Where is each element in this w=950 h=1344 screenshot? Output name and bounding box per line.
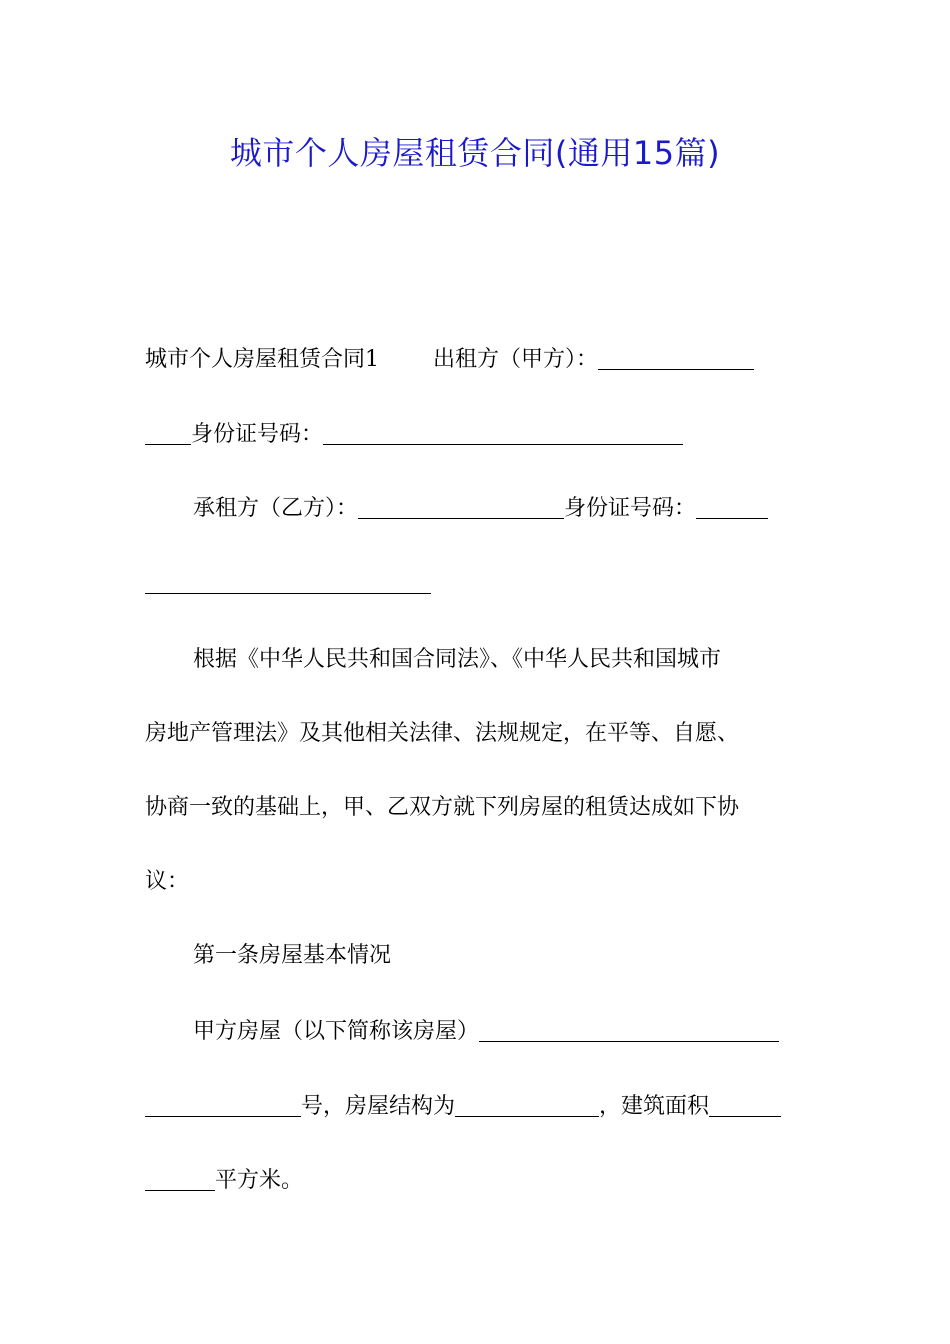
lessee-id-label: 身份证号码： xyxy=(564,496,697,521)
section-heading: 第一条房屋基本情况 xyxy=(193,943,392,968)
house-structure-blank xyxy=(455,1090,599,1117)
lessor-id-line xyxy=(145,415,810,455)
paragraph-line: 协商一致的基础上，甲、乙双方就下列房屋的租赁达成如下协 xyxy=(145,795,740,820)
paragraph-line: 根据《中华人民共和国合同法》、《中华人民共和国城市 xyxy=(193,647,722,672)
building-area-label: ，建筑面积 xyxy=(599,1094,710,1119)
lessee-id-blank-cont xyxy=(145,567,431,594)
house-location-label: 甲方房屋（以下简称该房屋） xyxy=(193,1019,480,1044)
area-unit-label: 平方米。 xyxy=(215,1168,304,1193)
house-number-blank xyxy=(145,1090,301,1117)
paragraph-line: 房地产管理法》及其他相关法律、法规规定，在平等、自愿、 xyxy=(145,721,740,746)
party-a-line xyxy=(145,340,810,380)
house-location-line xyxy=(145,1012,810,1052)
lessee-id-blank xyxy=(696,492,768,519)
contract-heading: 城市个人房屋租赁合同1 xyxy=(145,347,379,372)
lessee-name-blank xyxy=(358,492,564,519)
paragraph-line: 议： xyxy=(145,869,190,894)
house-structure-label: 号，房屋结构为 xyxy=(301,1094,456,1119)
lessee-line xyxy=(145,489,810,529)
area-unit-line xyxy=(145,1161,810,1201)
document-title: 城市个人房屋租赁合同(通用15篇) xyxy=(229,134,721,172)
house-location-blank xyxy=(479,1015,779,1042)
lessee-label: 承租方（乙方）： xyxy=(193,496,359,521)
building-area-blank-cont xyxy=(145,1164,215,1191)
lessor-label: 出租方（甲方）： xyxy=(433,347,599,372)
lessee-id-line-cont xyxy=(145,564,810,604)
building-area-blank xyxy=(709,1090,781,1117)
lessor-id-label: 身份证号码： xyxy=(191,422,324,447)
lessor-name-blank-cont xyxy=(145,418,191,445)
house-structure-line xyxy=(145,1087,810,1127)
lessor-id-blank xyxy=(323,418,683,445)
lessor-name-blank xyxy=(598,343,754,370)
